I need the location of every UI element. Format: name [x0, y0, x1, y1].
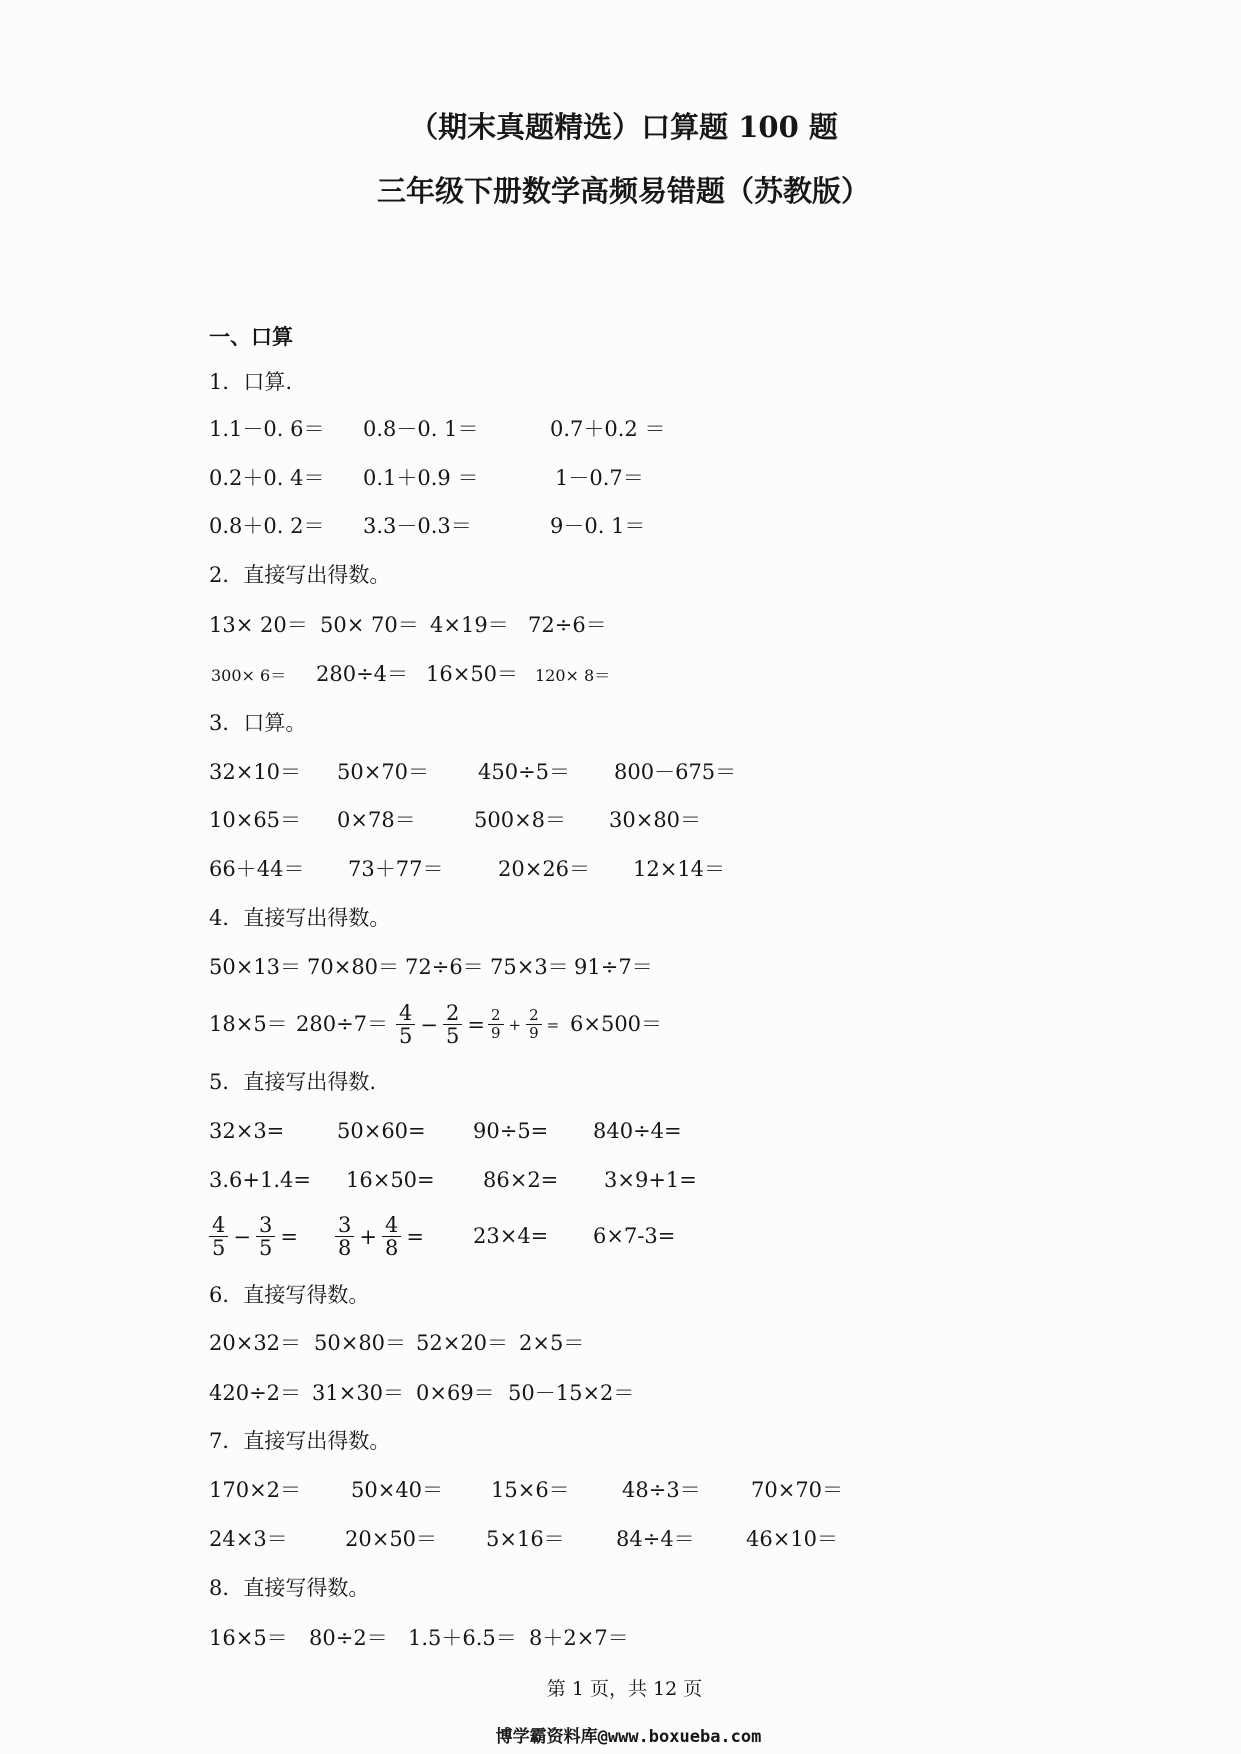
question-2-label: 2．直接写出得数。 [209, 563, 391, 587]
section-heading: 一、口算 [209, 324, 293, 349]
denominator: 8 [338, 1236, 352, 1260]
expression-item: 0×69＝ [416, 1381, 495, 1405]
expression-item: 10×65＝ [209, 808, 302, 832]
expression-item: 66＋44＝ [209, 857, 305, 881]
expression-item: 6×7-3= [593, 1224, 676, 1248]
denominator: 9 [491, 1024, 501, 1042]
expression-item: 50×13＝ [209, 955, 302, 979]
expression-item: 280÷4＝ [316, 662, 409, 686]
fraction [209, 1214, 228, 1259]
expression-item: 80÷2＝ [309, 1626, 388, 1650]
expression-item: 70×70＝ [751, 1478, 844, 1502]
question-7-label: 7．直接写出得数。 [209, 1429, 391, 1453]
expression-item: 840÷4= [593, 1119, 682, 1143]
expression-item: 500×8＝ [474, 808, 567, 832]
expression-item: 0×78＝ [337, 808, 416, 832]
expression-item: 6×500＝ [570, 1012, 663, 1036]
expression-item: 86×2= [483, 1168, 559, 1192]
expression-item: 12×14＝ [633, 857, 726, 881]
question-8-label: 8．直接写得数。 [209, 1576, 370, 1600]
expression-item: 0.2＋0. 4＝ [209, 466, 325, 490]
expression-item: 50－15×2＝ [508, 1381, 635, 1405]
expression-item: 4×19＝ [430, 613, 509, 637]
expression-item: 1.1－0. 6＝ [209, 417, 325, 441]
question-1-label: 1．口算. [209, 370, 293, 394]
expression-item: 0.7＋0.2 ＝ [550, 417, 666, 441]
expression-item: 13× 20＝ [209, 613, 308, 637]
expression-item: 3.3－0.3＝ [363, 514, 472, 538]
expression-item: 0.8＋0. 2＝ [209, 514, 325, 538]
expression-item: 1－0.7＝ [555, 466, 644, 490]
expression-item: 1.5＋6.5＝ [408, 1626, 517, 1650]
numerator: 2 [488, 1007, 504, 1025]
fraction [256, 1214, 275, 1259]
equals-sign: = [406, 1224, 424, 1249]
denominator: 5 [399, 1024, 413, 1048]
numerator: 2 [526, 1007, 542, 1025]
watermark: 博学霸资料库@www.boxueba.com [495, 1727, 762, 1747]
expression-item: 8＋2×7＝ [529, 1626, 629, 1650]
denominator: 5 [212, 1236, 226, 1260]
expression-item: 50×80＝ [314, 1331, 407, 1355]
expression-item: 0.1＋0.9 ＝ [363, 466, 479, 490]
fraction-expression [207, 1214, 298, 1259]
question-3-label: 3．口算。 [209, 711, 307, 735]
equals-sign: = [546, 1015, 560, 1034]
expression-item: 15×6＝ [491, 1478, 570, 1502]
expression-item: 30×80＝ [609, 808, 702, 832]
numerator: 3 [335, 1214, 354, 1237]
expression-item: 18×5＝ [209, 1012, 288, 1036]
expression-item: 84÷4＝ [616, 1527, 695, 1551]
expression-item: 16×50= [346, 1168, 435, 1192]
expression-item: 3×9+1= [604, 1168, 697, 1192]
expression-item: 32×3= [209, 1119, 285, 1143]
equals-sign: = [280, 1224, 298, 1249]
fraction [488, 1007, 504, 1042]
expression-item: 3.6+1.4= [209, 1168, 311, 1192]
expression-item: 2×5＝ [519, 1331, 585, 1355]
expression-item: 20×32＝ [209, 1331, 302, 1355]
expression-item: 280÷7＝ [296, 1012, 389, 1036]
operator: − [420, 1012, 438, 1037]
expression-item: 120× 8＝ [535, 666, 611, 685]
expression-item: 91÷7＝ [574, 955, 653, 979]
expression-item: 170×2＝ [209, 1478, 302, 1502]
expression-item: 420÷2＝ [209, 1381, 302, 1405]
expression-item: 5×16＝ [486, 1527, 565, 1551]
expression-item: 9－0. 1＝ [550, 514, 646, 538]
fraction [382, 1214, 401, 1259]
question-4-label: 4．直接写出得数。 [209, 906, 391, 930]
expression-item: 16×5＝ [209, 1626, 288, 1650]
expression-item: 24×3＝ [209, 1527, 288, 1551]
numerator: 4 [396, 1002, 415, 1025]
expression-item: 20×50＝ [345, 1527, 438, 1551]
expression-item: 72÷6＝ [528, 613, 607, 637]
question-6-label: 6．直接写得数。 [209, 1283, 370, 1307]
fraction-expression [333, 1214, 424, 1259]
expression-item: 300× 6＝ [211, 666, 287, 685]
expression-item: 0.8－0. 1＝ [363, 417, 479, 441]
operator: + [359, 1224, 377, 1249]
expression-item: 20×26＝ [498, 857, 591, 881]
denominator: 9 [529, 1024, 539, 1042]
numerator: 2 [443, 1002, 462, 1025]
expression-item: 16×50＝ [426, 662, 519, 686]
expression-item: 31×30＝ [312, 1381, 405, 1405]
fraction-expression [394, 1002, 485, 1047]
denominator: 5 [258, 1236, 273, 1260]
expression-item: 50×40＝ [351, 1478, 444, 1502]
expression-item: 50×60= [337, 1119, 426, 1143]
expression-item: 75×3＝ [490, 955, 569, 979]
fraction [526, 1007, 542, 1042]
expression-item: 70×80＝ [307, 955, 400, 979]
question-5-label: 5．直接写出得数. [209, 1070, 377, 1094]
fraction [335, 1214, 354, 1259]
expression-item: 23×4= [473, 1224, 549, 1248]
expression-item: 800－675＝ [614, 760, 737, 784]
numerator: 4 [382, 1214, 401, 1237]
expression-item: 46×10＝ [746, 1527, 839, 1551]
expression-item: 450÷5＝ [478, 760, 571, 784]
expression-item: 73＋77＝ [348, 857, 444, 881]
numerator: 3 [256, 1214, 275, 1237]
denominator: 5 [445, 1024, 460, 1048]
operator: + [508, 1015, 522, 1034]
expression-item: 48÷3＝ [622, 1478, 701, 1502]
equals-sign: = [467, 1012, 485, 1037]
expression-item: 32×10＝ [209, 760, 302, 784]
expression-item: 50×70＝ [337, 760, 430, 784]
expression-item: 52×20＝ [416, 1331, 509, 1355]
fraction [443, 1002, 462, 1047]
expression-item: 72÷6＝ [405, 955, 484, 979]
numerator: 4 [209, 1214, 228, 1237]
fraction [396, 1002, 415, 1047]
expression-item: 50× 70＝ [320, 613, 419, 637]
operator: − [233, 1224, 251, 1249]
expression-item: 90÷5= [473, 1119, 549, 1143]
fraction-expression [486, 1007, 559, 1042]
page-title: （期末真题精选）口算题 100 题 [409, 110, 838, 144]
page-subtitle: 三年级下册数学高频易错题（苏教版） [376, 174, 870, 208]
denominator: 8 [384, 1236, 399, 1260]
page-number: 第 1 页，共 12 页 [546, 1678, 703, 1700]
